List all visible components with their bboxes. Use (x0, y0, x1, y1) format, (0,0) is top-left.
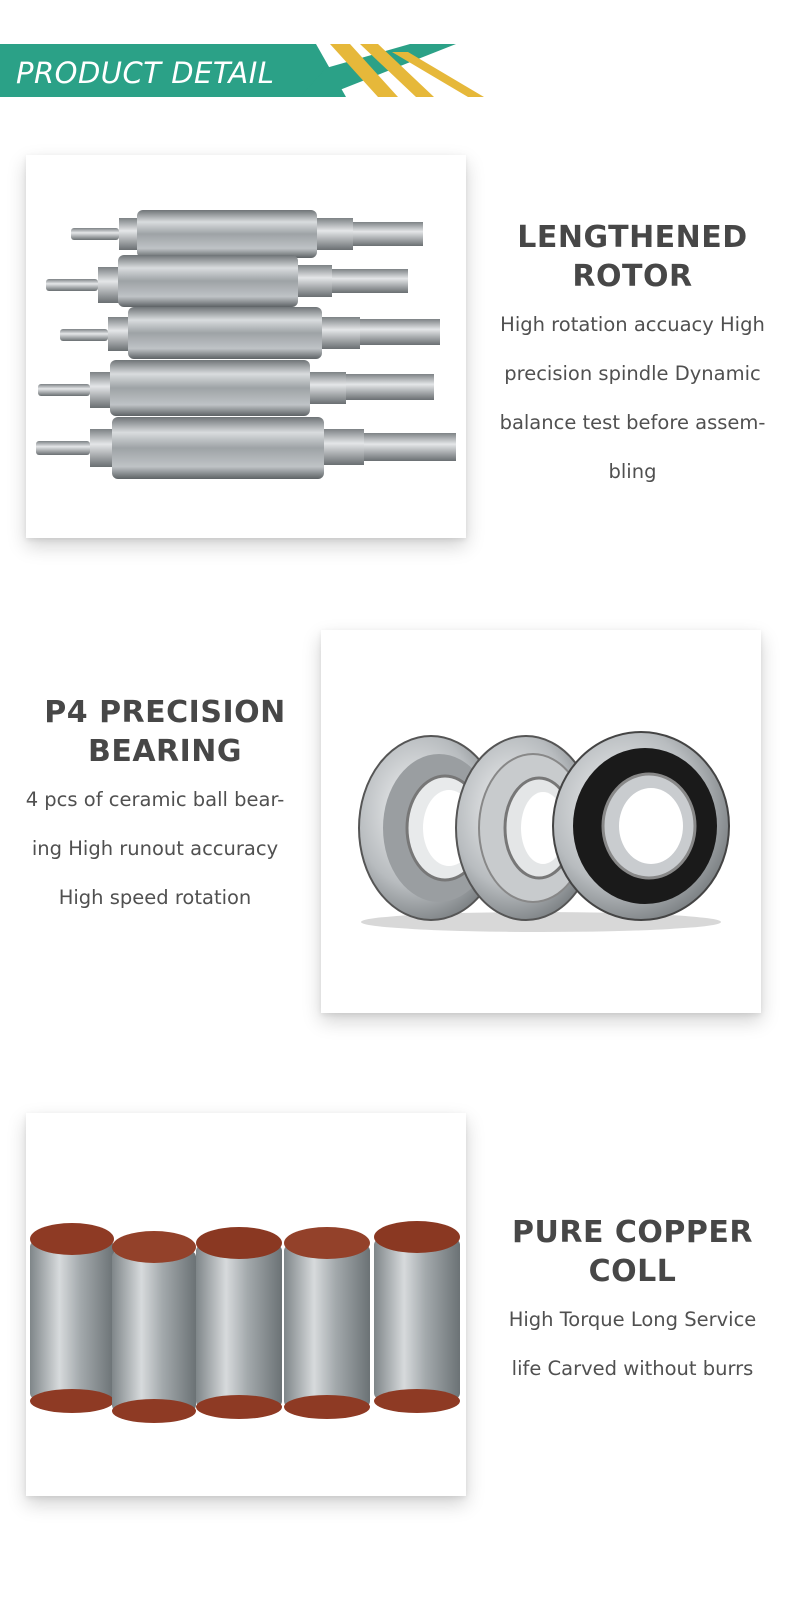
desc-line: balance test before assem- (499, 411, 766, 434)
heading-line: COLL (588, 1254, 677, 1289)
bearing-description (0, 775, 310, 922)
rotor-text (490, 218, 775, 496)
coil-image-card (26, 1113, 466, 1496)
ball-bearings-image (321, 630, 761, 1013)
desc-line: ing High runout accuracy (31, 837, 279, 860)
coil-text (490, 1213, 775, 1393)
product-detail-banner (0, 44, 500, 100)
desc-line: 4 pcs of ceramic ball bear- (25, 788, 285, 811)
rotor-image-card (26, 155, 466, 538)
banner-title: PRODUCT DETAIL (16, 56, 275, 90)
heading-line: BEARING (87, 734, 243, 769)
heading-line: LENGTHENED (517, 220, 748, 255)
desc-line: precision spindle Dynamic (504, 362, 761, 385)
desc-line: life Carved without burrs (511, 1357, 754, 1380)
bearing-image-card (321, 630, 761, 1013)
heading-line: P4 PRECISION (44, 695, 286, 730)
rotor-description (490, 300, 775, 496)
desc-line: High Torque Long Service (508, 1308, 757, 1331)
desc-line: High rotation accuacy High (500, 313, 765, 336)
desc-line: bling (608, 460, 657, 483)
rotor-shafts-image (26, 155, 466, 538)
bearing-sealed (553, 732, 729, 920)
coil-description (490, 1295, 775, 1393)
desc-line: High speed rotation (58, 886, 252, 909)
bearing-text (20, 693, 310, 922)
heading-line: ROTOR (572, 259, 693, 294)
coil-heading (490, 1213, 775, 1291)
rotor-heading (490, 218, 775, 296)
heading-line: PURE COPPER (512, 1215, 753, 1250)
copper-coil-stators-image (26, 1113, 466, 1496)
bearing-heading (20, 693, 310, 771)
